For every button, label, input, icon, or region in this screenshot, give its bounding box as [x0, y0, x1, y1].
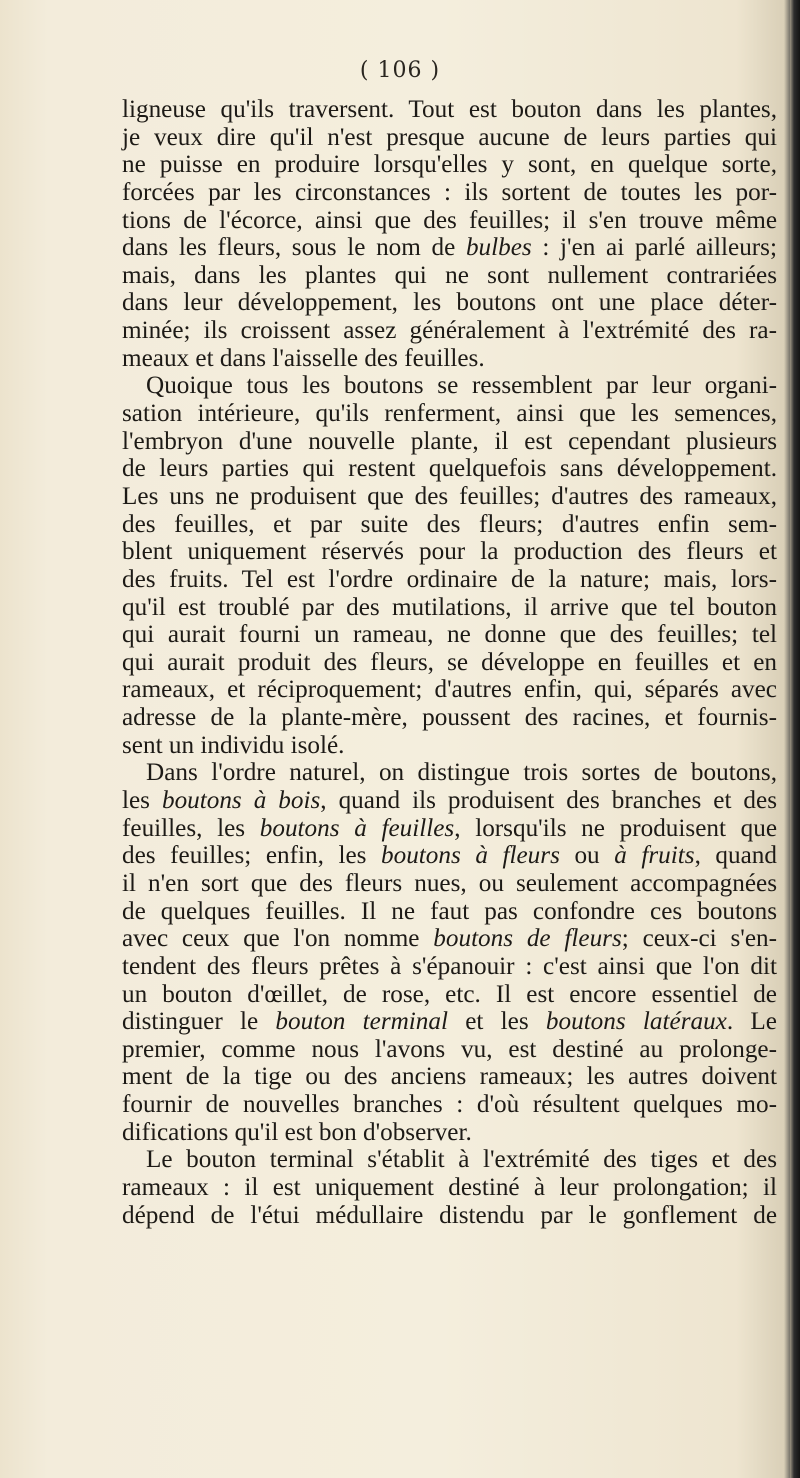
text-line: rameaux, et réciproquement; d'autres enfin, qui, séparés avec — [122, 676, 777, 704]
text-fragment: : j'en ai parlé ailleurs; — [531, 234, 777, 262]
text-fragment: . Le — [726, 1008, 777, 1036]
text-line: dépend de l'étui médullaire distendu par le gonflement de — [122, 1201, 777, 1229]
text-fragment: et les — [448, 1008, 546, 1036]
text-line: qu'il est troublé par des mutilations, il arrive que tel bouton — [122, 593, 777, 621]
text-line: il n'en sort que des fleurs nues, ou seulement accompagnées — [122, 869, 777, 897]
text-fragment: dans les fleurs, sous le nom de — [122, 234, 466, 262]
text-line: Le bouton terminal s'établit à l'extrémité des tiges et des — [146, 1146, 777, 1174]
text-line: Les uns ne produisent que des feuilles; d'autres des rameaux, — [122, 482, 777, 510]
text-line: un bouton d'œillet, de rose, etc. Il est encore essentiel de — [122, 980, 777, 1008]
italic-term: boutons à feuilles — [259, 814, 455, 842]
text-line: je veux dire qu'il n'est presque aucune de leurs parties qui — [122, 123, 777, 151]
text-line: fournir de nouvelles branches : d'où résultent quelques mo- — [122, 1091, 777, 1119]
italic-term: boutons à bois — [161, 787, 321, 815]
text-line: qui aurait produit des fleurs, se développe en feuilles et en — [122, 648, 777, 676]
text-line: ne puisse en produire lorsqu'elles y sont, en quelque sorte, — [122, 151, 777, 179]
text-line: difications qu'il est bon d'observer. — [122, 1118, 472, 1146]
text-fragment: les — [122, 787, 162, 815]
text-line: ligneuse qu'ils traversent. Tout est bouton dans les plantes, — [122, 96, 777, 123]
text-fragment: des feuilles; enfin, les — [122, 842, 381, 870]
page-number: ( 106 ) — [359, 58, 441, 83]
text-fragment: , quand — [694, 842, 777, 870]
italic-term: boutons latéraux — [545, 1008, 727, 1036]
text-line: sent un individu isolé. — [122, 731, 345, 759]
italic-term: à fruits — [614, 842, 695, 870]
text-line: blent uniquement réservés pour la production des fleurs et — [122, 538, 777, 566]
text-line: forcées par les circonstances : ils sortent de toutes les por- — [122, 178, 777, 206]
text-line: dans leur développement, les boutons ont une place déter- — [122, 289, 777, 317]
text-line: Dans l'ordre naturel, on distingue trois sortes de boutons, — [146, 759, 777, 787]
text-fragment: avec ceux que l'on nomme — [122, 925, 434, 953]
italic-term: bulbes — [465, 234, 532, 262]
text-fragment: feuilles, les — [122, 814, 260, 842]
text-fragment: ; ceux-ci s'en- — [621, 925, 777, 953]
text-line: rameaux : il est uniquement destiné à leur prolongation; il — [122, 1173, 777, 1201]
text-line: minée; ils croissent assez généralement à l'extrémité des ra- — [122, 317, 777, 345]
text-line: qui aurait fourni un rameau, ne donne que des feuilles; tel — [122, 621, 777, 649]
italic-term: boutons à fleurs — [381, 842, 560, 870]
text-line: de leurs parties qui restent quelquefois sans développement. — [122, 455, 777, 483]
text-line: des feuilles, et par suite des fleurs; d'autres enfin sem- — [122, 510, 777, 538]
text-fragment: ou — [559, 842, 615, 870]
text-line — [122, 815, 777, 843]
text-line: premier, comme nous l'avons vu, est destiné au prolonge- — [122, 1035, 777, 1063]
body-text — [122, 96, 777, 1229]
text-line: de quelques feuilles. Il ne faut pas confondre ces boutons — [122, 897, 777, 925]
text-line: ment de la tige ou des anciens rameaux; les autres doivent — [122, 1063, 777, 1091]
text-line: meaux et dans l'aisselle des feuilles. — [122, 344, 485, 372]
text-line: Quoique tous les boutons se ressemblent par leur organi- — [146, 372, 777, 400]
text-line: mais, dans les plantes qui ne sont nullement contrariées — [122, 261, 777, 289]
text-line: tendent des fleurs prêtes à s'épanouir : c'est ainsi que l'on dit — [122, 952, 777, 980]
text-line — [122, 1008, 777, 1036]
text-line: des fruits. Tel est l'ordre ordinaire de la nature; mais, lors- — [122, 565, 777, 593]
italic-term: bouton terminal — [275, 1008, 448, 1036]
text-line: adresse de la plante-mère, poussent des racines, et fournis- — [122, 704, 777, 732]
text-line — [122, 787, 777, 815]
text-fragment: , lorsqu'ils ne produisent que — [454, 814, 778, 842]
text-line — [122, 925, 777, 953]
text-line: sation intérieure, qu'ils renferment, ainsi que les semences, — [122, 400, 777, 428]
text-line: tions de l'écorce, ainsi que des feuilles; il s'en trouve même — [122, 206, 777, 234]
text-line: l'embryon d'une nouvelle plante, il est cependant plusieurs — [122, 427, 777, 455]
text-line — [122, 234, 777, 262]
text-fragment: , quand ils produisent des branches et des — [320, 787, 777, 815]
text-line — [122, 842, 777, 870]
text-fragment: distinguer le — [122, 1008, 276, 1036]
italic-term: boutons de fleurs — [433, 925, 622, 953]
page-edge-shadow — [790, 0, 800, 1478]
